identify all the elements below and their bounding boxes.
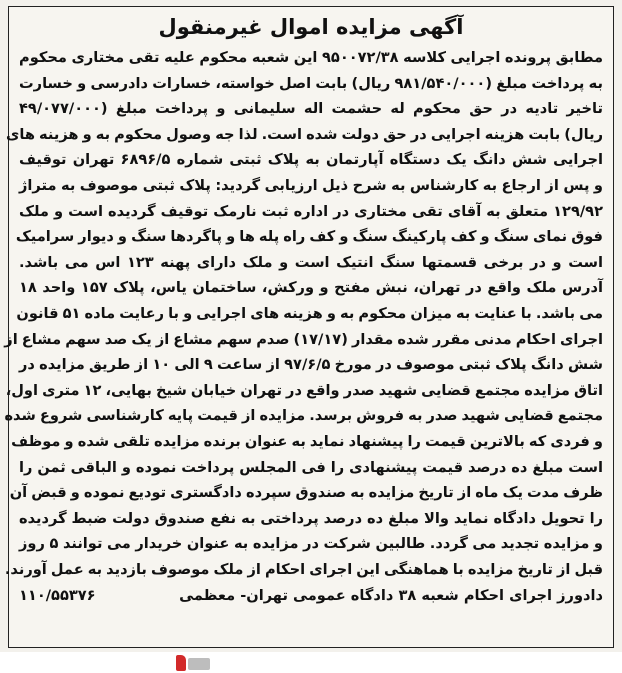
notice-line: است و در برخی قسمتها سنگ انتیک است و ملک دارای پهنه ۱۲۳ اس می باشد. xyxy=(19,253,604,271)
notice-line: و پس از ارجاع به کارشناس به شرح ذیل ارزیابی گردید: پلاک ثبتی موصوف به متراژ xyxy=(19,176,603,194)
gray-fragment-icon xyxy=(188,658,210,670)
notice-line: است مبلغ ده درصد قیمت پیشنهادی را فی المجلس پرداخت نموده و الباقی ثمن را xyxy=(19,458,603,476)
notice-line: و فردی که بالاترین قیمت را پیشنهاد نماید به عنوان برنده مزایده تلقی شده و موظف xyxy=(11,432,603,450)
notice-body xyxy=(4,45,604,582)
notice-line: ۱۲۹/۹۲ متعلق به آقای تقی مختاری در اداره ثبت نارمک توقیف گردیده است و ملک xyxy=(19,202,603,220)
notice-line: ریال) بابت هزینه اجرایی در حق دولت شده است. لذا جه وصول محکوم به و هزینه های xyxy=(5,125,603,143)
notice-line: و مزایده تجدید می گردد. طالبین شرکت در مزایده به عنوان خریدار می توانند ۵ روز xyxy=(19,535,603,553)
notice-line: به پرداخت مبلغ (۹۸۱/۵۴۰/۰۰۰ ریال) بابت اصل خواسته، خسارات دادرسی و خسارت xyxy=(19,74,603,92)
notice-line: شش دانگ پلاک ثبتی موصوف در مورخ ۹۷/۶/۵ از ساعت ۹ الی ۱۰ از طریق مزایده در xyxy=(19,356,603,374)
notice-line: مجتمع قضایی شهید صدر به فروش برسد. مزایده از قیمت پایه کارشناسی شروع شده xyxy=(4,407,603,425)
notice-footer xyxy=(19,584,603,608)
notice-line: اجرای احکام مدنی مقرر شده مقدار (۱۷/۱۷) صدم سهم مشاع از یک صد سهم مشاع از xyxy=(4,330,603,348)
notice-line: را تحویل دادگاه نماید والا مبلغ ده درصد پرداختی به نفع صندوق دولت ضبط گردیده xyxy=(19,509,603,527)
notice-line: آدرس ملک واقع در تهران، نبش مفتح و ورکش، ساختمان یاس، پلاک ۱۵۷ واحد ۱۸ xyxy=(19,279,604,297)
notice-line: ظرف مدت یک ماه از تاریخ مزایده به صندوق سپرده دادگستری تودیع نموده و قبض آن xyxy=(9,484,603,502)
notice-line: اجرایی شش دانگ یک دستگاه آپارتمان به پلاک ثبتی شماره ۶۸۹۶/۵ تهران توقیف xyxy=(19,151,603,169)
notice-title: آگهی مزایده اموال غیرمنقول xyxy=(158,15,464,39)
auction-notice xyxy=(4,6,614,648)
notice-line: اتاق مزایده مجتمع قضایی شهید صدر واقع در تهران خیابان شیخ بهایی، ۱۲ متری اول، xyxy=(5,381,603,399)
notice-line: قبل از تاریخ مزایده با هماهنگی این اجرای احکام از ملک موصوف بازدید به عمل آورند. xyxy=(4,560,603,578)
page-bottom-strip xyxy=(0,652,622,673)
notice-line: تاخیر تادیه در حق محکوم له حشمت اله سلیمانی و پرداخت مبلغ (۴۹/۰۷۷/۰۰۰ xyxy=(19,100,603,118)
notice-line: می باشد. با عنایت به میزان محکوم به و هزینه های اجرایی و با رعایت ماده ۵۱ قانون xyxy=(16,304,603,322)
notice-line: فوق نمای سنگ و کف پارکینگ سنگ و کف راه پله ها و پاگردها سنگ و دیوار سرامیک xyxy=(15,228,603,246)
reference-number: ۱۱۰/۵۵۳۷۶ xyxy=(19,587,96,605)
notice-line: مطابق پرونده اجرایی کلاسه ۹۵۰۰۷۲/۳۸ این شعبه محکوم علیه تقی مختاری محکوم xyxy=(19,49,603,66)
red-logo-fragment-icon xyxy=(176,655,186,671)
signature: دادورز اجرای احکام شعبه ۳۸ دادگاه عمومی تهران- معظمی xyxy=(179,587,603,605)
